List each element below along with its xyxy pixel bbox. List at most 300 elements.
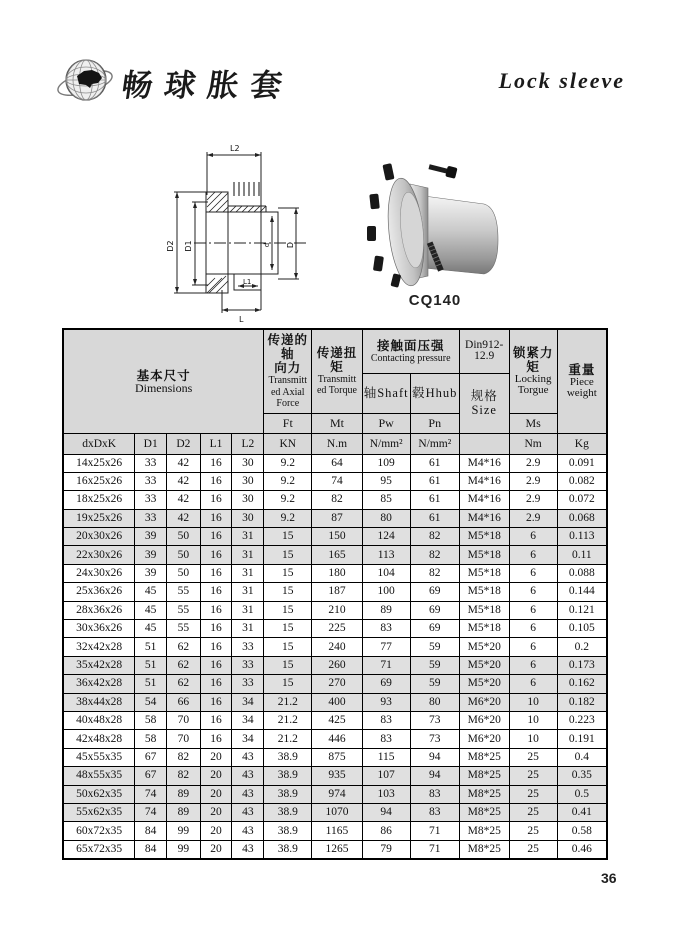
- table-cell: 50: [167, 546, 201, 564]
- table-cell: 20: [200, 785, 232, 803]
- table-cell: 55: [167, 620, 201, 638]
- table-cell: M5*18: [459, 620, 509, 638]
- table-cell: 10: [509, 711, 557, 729]
- table-row: [63, 472, 607, 490]
- table-cell: 425: [312, 711, 362, 729]
- table-cell: 42: [167, 509, 201, 527]
- table-cell: 71: [362, 656, 410, 674]
- table-cell: 21.2: [264, 711, 312, 729]
- table-cell: 21.2: [264, 730, 312, 748]
- table-cell: 94: [362, 803, 410, 821]
- table-cell: 9.2: [264, 454, 312, 472]
- table-cell: 2.9: [509, 491, 557, 509]
- table-cell: 86: [362, 822, 410, 840]
- table-cell: 48x55x35: [63, 767, 135, 785]
- table-cell: 0.113: [557, 528, 607, 546]
- table-cell: 16: [200, 564, 232, 582]
- table-cell: 109: [362, 454, 410, 472]
- table-cell: 94: [410, 748, 459, 766]
- product-photo: [362, 156, 508, 290]
- table-cell: 45: [135, 601, 167, 619]
- table-cell: 20: [200, 767, 232, 785]
- table-cell: 38.9: [264, 748, 312, 766]
- table-row: [63, 730, 607, 748]
- table-cell: 74: [135, 803, 167, 821]
- table-cell: 16: [200, 711, 232, 729]
- spec-table-body: [63, 454, 607, 859]
- table-cell: 82: [410, 528, 459, 546]
- table-cell: 6: [509, 601, 557, 619]
- table-cell: 80: [362, 509, 410, 527]
- table-cell: 400: [312, 693, 362, 711]
- table-cell: M5*20: [459, 656, 509, 674]
- table-cell: 39: [135, 546, 167, 564]
- header-dimensions: [63, 329, 264, 433]
- table-cell: 0.068: [557, 509, 607, 527]
- table-cell: M4*16: [459, 454, 509, 472]
- dim-label-d2: D2: [166, 240, 175, 252]
- table-cell: 15: [264, 546, 312, 564]
- table-cell: 15: [264, 656, 312, 674]
- unit-d1: D1: [135, 433, 167, 454]
- table-cell: 33: [135, 491, 167, 509]
- table-cell: 107: [362, 767, 410, 785]
- table-cell: 38x44x28: [63, 693, 135, 711]
- table-cell: 0.5: [557, 785, 607, 803]
- table-cell: 32x42x28: [63, 638, 135, 656]
- table-cell: 40x48x28: [63, 711, 135, 729]
- table-row: [63, 564, 607, 582]
- table-cell: 36x42x28: [63, 675, 135, 693]
- table-cell: 64: [312, 454, 362, 472]
- table-cell: 165: [312, 546, 362, 564]
- table-cell: 84: [135, 822, 167, 840]
- dim-label-d-bore: d: [263, 242, 271, 248]
- table-cell: 62: [167, 675, 201, 693]
- table-cell: 70: [167, 711, 201, 729]
- table-cell: M5*20: [459, 675, 509, 693]
- table-cell: 42: [167, 454, 201, 472]
- unit-kn: KN: [264, 433, 312, 454]
- table-cell: 43: [232, 822, 264, 840]
- header-locking-torque: 锁紧力矩 Locking Torgue: [509, 329, 557, 413]
- table-cell: 43: [232, 785, 264, 803]
- table-cell: 28x36x26: [63, 601, 135, 619]
- table-cell: 6: [509, 564, 557, 582]
- header-contact-pressure: 接触面压强 Contacting pressure: [362, 329, 459, 373]
- table-cell: 0.144: [557, 583, 607, 601]
- table-cell: 31: [232, 528, 264, 546]
- table-cell: 15: [264, 601, 312, 619]
- table-cell: 16: [200, 491, 232, 509]
- header-shaft: 轴Shaft: [362, 373, 410, 413]
- table-cell: 89: [167, 785, 201, 803]
- table-row: [63, 601, 607, 619]
- table-row: [63, 803, 607, 821]
- table-cell: 16: [200, 656, 232, 674]
- table-cell: 180: [312, 564, 362, 582]
- table-cell: M5*18: [459, 601, 509, 619]
- table-row: [63, 546, 607, 564]
- table-cell: 875: [312, 748, 362, 766]
- table-cell: 9.2: [264, 509, 312, 527]
- table-row: [63, 638, 607, 656]
- table-cell: 100: [362, 583, 410, 601]
- table-cell: 103: [362, 785, 410, 803]
- page-number: 36: [601, 870, 617, 886]
- header-dimensions-cn: 基本尺寸: [136, 368, 191, 383]
- header-size: 规格Size: [459, 373, 509, 433]
- table-row: [63, 675, 607, 693]
- table-cell: 16: [200, 730, 232, 748]
- table-cell: 82: [167, 748, 201, 766]
- table-cell: 25: [509, 803, 557, 821]
- table-cell: 9.2: [264, 491, 312, 509]
- table-cell: 240: [312, 638, 362, 656]
- table-cell: 60x72x35: [63, 822, 135, 840]
- table-row: [63, 693, 607, 711]
- table-cell: 0.2: [557, 638, 607, 656]
- table-cell: 0.11: [557, 546, 607, 564]
- table-cell: 6: [509, 546, 557, 564]
- dim-label-d-outer: D: [286, 241, 295, 249]
- table-cell: 45: [135, 583, 167, 601]
- table-cell: 6: [509, 638, 557, 656]
- table-cell: 0.41: [557, 803, 607, 821]
- table-cell: 35x42x28: [63, 656, 135, 674]
- table-cell: 16: [200, 638, 232, 656]
- table-cell: 71: [410, 840, 459, 859]
- table-cell: 104: [362, 564, 410, 582]
- table-cell: 25: [509, 785, 557, 803]
- table-row: [63, 840, 607, 859]
- table-cell: 10: [509, 730, 557, 748]
- table-cell: 69: [362, 675, 410, 693]
- table-cell: 16: [200, 546, 232, 564]
- table-cell: 33: [232, 656, 264, 674]
- table-cell: 0.223: [557, 711, 607, 729]
- table-cell: 187: [312, 583, 362, 601]
- table-cell: 84: [135, 840, 167, 859]
- table-cell: 25: [509, 840, 557, 859]
- table-cell: 0.105: [557, 620, 607, 638]
- table-cell: 73: [410, 730, 459, 748]
- table-cell: 6: [509, 656, 557, 674]
- table-cell: 62: [167, 638, 201, 656]
- table-cell: 0.162: [557, 675, 607, 693]
- table-cell: 38.9: [264, 785, 312, 803]
- table-cell: 30: [232, 472, 264, 490]
- table-cell: M4*16: [459, 509, 509, 527]
- table-cell: 0.182: [557, 693, 607, 711]
- table-cell: 25: [509, 822, 557, 840]
- table-cell: 39: [135, 564, 167, 582]
- table-cell: 16: [200, 620, 232, 638]
- table-cell: 73: [410, 711, 459, 729]
- table-cell: 0.091: [557, 454, 607, 472]
- table-row: [63, 785, 607, 803]
- table-row: [63, 583, 607, 601]
- symbol-ft: Ft: [264, 413, 312, 433]
- table-cell: 16: [200, 693, 232, 711]
- table-cell: 16: [200, 675, 232, 693]
- table-cell: 16: [200, 528, 232, 546]
- table-cell: M8*25: [459, 785, 509, 803]
- table-cell: 2.9: [509, 472, 557, 490]
- table-cell: 25: [509, 767, 557, 785]
- table-cell: 80: [410, 693, 459, 711]
- table-cell: M6*20: [459, 730, 509, 748]
- table-cell: 33: [135, 454, 167, 472]
- unit-pw: N/mm²: [362, 433, 410, 454]
- table-cell: 67: [135, 748, 167, 766]
- table-cell: 66: [167, 693, 201, 711]
- table-cell: 31: [232, 546, 264, 564]
- table-cell: 33: [135, 509, 167, 527]
- unit-l1: L1: [200, 433, 232, 454]
- table-cell: 87: [312, 509, 362, 527]
- table-row: [63, 620, 607, 638]
- table-cell: 19x25x26: [63, 509, 135, 527]
- table-cell: 0.088: [557, 564, 607, 582]
- table-cell: 65x72x35: [63, 840, 135, 859]
- brand-title-en: Lock sleeve: [498, 68, 625, 93]
- table-row: [63, 454, 607, 472]
- table-cell: 89: [167, 803, 201, 821]
- table-cell: 34: [232, 711, 264, 729]
- unit-size-blank: [459, 433, 509, 454]
- table-cell: 1165: [312, 822, 362, 840]
- table-cell: 83: [410, 785, 459, 803]
- dim-label-l2: L2: [230, 144, 240, 153]
- table-row: [63, 491, 607, 509]
- table-cell: 9.2: [264, 472, 312, 490]
- header-hub: 毂Hhub: [410, 373, 459, 413]
- table-cell: 6: [509, 583, 557, 601]
- table-cell: 21.2: [264, 693, 312, 711]
- unit-pn: N/mm²: [410, 433, 459, 454]
- table-cell: 446: [312, 730, 362, 748]
- table-cell: M8*25: [459, 748, 509, 766]
- unit-l2: L2: [232, 433, 264, 454]
- table-cell: 38.9: [264, 767, 312, 785]
- table-cell: 6: [509, 528, 557, 546]
- spec-table: [62, 328, 608, 860]
- table-cell: 51: [135, 638, 167, 656]
- symbol-ms: Ms: [509, 413, 557, 433]
- table-cell: 0.082: [557, 472, 607, 490]
- table-row: [63, 822, 607, 840]
- table-cell: 50x62x35: [63, 785, 135, 803]
- table-cell: 74: [135, 785, 167, 803]
- table-cell: M6*20: [459, 693, 509, 711]
- table-cell: 225: [312, 620, 362, 638]
- symbol-mt: Mt: [312, 413, 362, 433]
- table-cell: 55x62x35: [63, 803, 135, 821]
- table-cell: 0.072: [557, 491, 607, 509]
- table-cell: 25: [509, 748, 557, 766]
- table-cell: M5*18: [459, 564, 509, 582]
- table-cell: 2.9: [509, 454, 557, 472]
- table-cell: 18x25x26: [63, 491, 135, 509]
- table-row: [63, 509, 607, 527]
- table-cell: 89: [362, 601, 410, 619]
- table-cell: 260: [312, 656, 362, 674]
- table-cell: 15: [264, 675, 312, 693]
- table-cell: 150: [312, 528, 362, 546]
- table-cell: 0.173: [557, 656, 607, 674]
- technical-drawing: [158, 140, 354, 326]
- unit-kg: Kg: [557, 433, 607, 454]
- table-cell: M5*18: [459, 546, 509, 564]
- table-cell: 30: [232, 509, 264, 527]
- table-cell: 55: [167, 601, 201, 619]
- table-cell: 25x36x26: [63, 583, 135, 601]
- unit-d2: D2: [167, 433, 201, 454]
- table-cell: 15: [264, 638, 312, 656]
- symbol-pn: Pn: [410, 413, 459, 433]
- table-cell: 69: [410, 620, 459, 638]
- table-cell: 0.4: [557, 748, 607, 766]
- table-cell: 69: [410, 583, 459, 601]
- table-cell: 16: [200, 601, 232, 619]
- table-cell: 0.191: [557, 730, 607, 748]
- table-cell: 10: [509, 693, 557, 711]
- table-cell: 124: [362, 528, 410, 546]
- table-cell: 85: [362, 491, 410, 509]
- table-cell: M5*18: [459, 528, 509, 546]
- table-cell: 0.35: [557, 767, 607, 785]
- table-cell: 15: [264, 528, 312, 546]
- table-cell: 83: [362, 620, 410, 638]
- table-row: [63, 711, 607, 729]
- unit-ms: Nm: [509, 433, 557, 454]
- table-row: [63, 767, 607, 785]
- table-cell: 14x25x26: [63, 454, 135, 472]
- table-cell: 51: [135, 675, 167, 693]
- brand-title-cn: 畅球胀套: [119, 68, 297, 103]
- table-cell: 50: [167, 528, 201, 546]
- table-cell: 6: [509, 620, 557, 638]
- table-cell: M4*16: [459, 491, 509, 509]
- table-cell: 45x55x35: [63, 748, 135, 766]
- table-cell: 33: [135, 472, 167, 490]
- table-cell: 31: [232, 583, 264, 601]
- table-cell: 31: [232, 620, 264, 638]
- table-cell: 15: [264, 564, 312, 582]
- table-cell: 16: [200, 454, 232, 472]
- table-cell: M8*25: [459, 803, 509, 821]
- table-cell: 51: [135, 656, 167, 674]
- table-cell: 45: [135, 620, 167, 638]
- table-cell: 59: [410, 656, 459, 674]
- table-cell: 34: [232, 693, 264, 711]
- table-cell: 58: [135, 730, 167, 748]
- table-cell: 50: [167, 564, 201, 582]
- table-cell: 42x48x28: [63, 730, 135, 748]
- header-torque: 传递扭矩 Transmitt ed Torque: [312, 329, 362, 413]
- table-cell: 38.9: [264, 822, 312, 840]
- table-cell: M5*20: [459, 638, 509, 656]
- table-cell: 15: [264, 620, 312, 638]
- table-cell: 42: [167, 472, 201, 490]
- table-cell: 16: [200, 472, 232, 490]
- table-cell: 94: [410, 767, 459, 785]
- table-cell: 55: [167, 583, 201, 601]
- table-cell: 33: [232, 675, 264, 693]
- table-cell: 70: [167, 730, 201, 748]
- table-cell: 20x30x26: [63, 528, 135, 546]
- table-cell: 61: [410, 509, 459, 527]
- table-cell: 83: [362, 711, 410, 729]
- table-cell: 210: [312, 601, 362, 619]
- table-cell: 974: [312, 785, 362, 803]
- table-cell: 82: [312, 491, 362, 509]
- table-cell: 61: [410, 454, 459, 472]
- table-cell: 115: [362, 748, 410, 766]
- table-cell: 95: [362, 472, 410, 490]
- photo-caption: CQ140: [408, 292, 462, 309]
- table-cell: 30: [232, 491, 264, 509]
- table-cell: 20: [200, 822, 232, 840]
- table-cell: 54: [135, 693, 167, 711]
- table-cell: 1070: [312, 803, 362, 821]
- table-cell: 43: [232, 840, 264, 859]
- table-cell: M8*25: [459, 822, 509, 840]
- table-cell: 16x25x26: [63, 472, 135, 490]
- table-cell: 74: [312, 472, 362, 490]
- table-cell: M5*18: [459, 583, 509, 601]
- table-cell: 270: [312, 675, 362, 693]
- table-cell: 16: [200, 509, 232, 527]
- table-cell: 43: [232, 803, 264, 821]
- table-cell: 62: [167, 656, 201, 674]
- table-cell: 58: [135, 711, 167, 729]
- dim-label-l1: L1: [243, 278, 252, 286]
- unit-nm-torque: N.m: [312, 433, 362, 454]
- table-cell: 77: [362, 638, 410, 656]
- table-cell: 59: [410, 638, 459, 656]
- header-axial-force: 传递的轴 向力 Transmitt ed Axial Force: [264, 329, 312, 413]
- table-cell: 33: [232, 638, 264, 656]
- table-cell: 71: [410, 822, 459, 840]
- table-cell: 43: [232, 767, 264, 785]
- table-cell: 20: [200, 748, 232, 766]
- table-cell: 24x30x26: [63, 564, 135, 582]
- table-cell: 38.9: [264, 840, 312, 859]
- table-cell: 0.46: [557, 840, 607, 859]
- table-cell: 38.9: [264, 803, 312, 821]
- table-cell: 20: [200, 803, 232, 821]
- table-cell: 83: [410, 803, 459, 821]
- table-cell: 16: [200, 583, 232, 601]
- table-row: [63, 656, 607, 674]
- table-cell: 83: [362, 730, 410, 748]
- table-cell: 93: [362, 693, 410, 711]
- table-cell: M6*20: [459, 711, 509, 729]
- header-din: Din912- 12.9: [459, 329, 509, 373]
- dim-label-d1: D1: [184, 240, 193, 252]
- table-cell: 2.9: [509, 509, 557, 527]
- table-cell: 59: [410, 675, 459, 693]
- table-cell: 935: [312, 767, 362, 785]
- table-cell: 0.58: [557, 822, 607, 840]
- table-cell: 34: [232, 730, 264, 748]
- table-cell: 79: [362, 840, 410, 859]
- table-cell: 39: [135, 528, 167, 546]
- table-cell: 0.121: [557, 601, 607, 619]
- table-cell: 30: [232, 454, 264, 472]
